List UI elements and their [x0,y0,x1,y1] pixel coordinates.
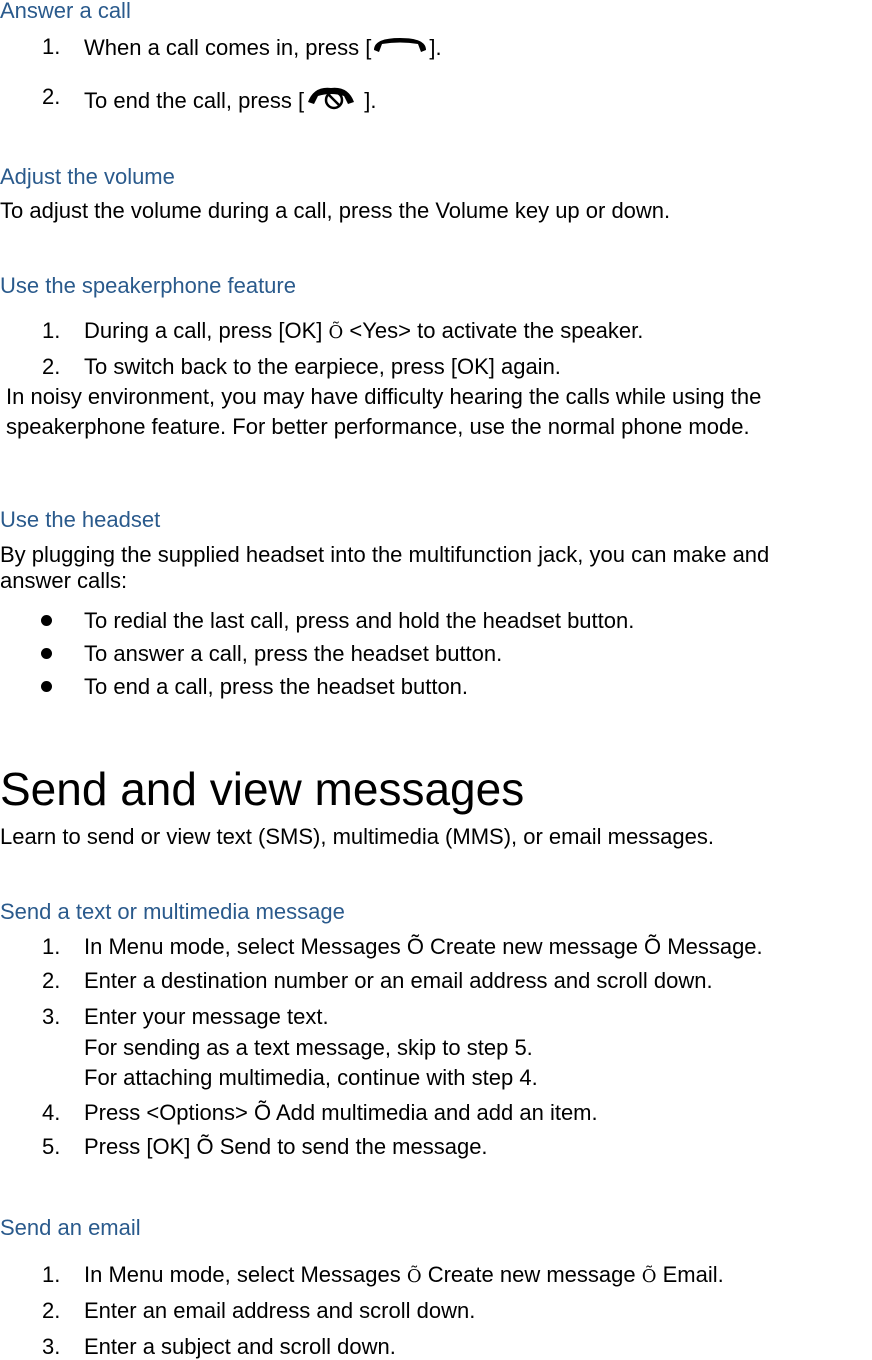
step-number: 3. [42,1334,61,1359]
bullet-icon [41,681,52,692]
step-number: 2. [42,84,61,109]
speaker-note-line-1: In noisy environment, you may have difficulty hearing the calls while using the [6,384,762,409]
volume-text: To adjust the volume during a call, press the Volume key up or down. [0,198,671,223]
bullet-icon [41,615,52,626]
step-number: 1. [42,1262,61,1287]
step-number: 1. [42,934,61,959]
end-key-icon [304,84,358,120]
arrow-icon: Õ [641,1266,657,1287]
send-text-step: Enter your message text. [84,1004,329,1029]
send-email-step-1 [84,1262,724,1288]
send-text-substep: For sending as a text message, skip to step 5. [84,1035,533,1060]
messages-intro: Learn to send or view text (SMS), multimedia (MMS), or email messages. [0,824,715,849]
send-text-step: Press <Options> Õ Add multimedia and add an item. [84,1100,598,1125]
send-email-step-3: Enter a subject and scroll down. [84,1334,396,1359]
section-heading-answer-call: Answer a call [0,0,131,23]
step-text: To end the call, press [ [84,87,305,113]
step-text: During a call, press [OK] [84,318,329,343]
step-text-end: ]. [358,87,377,113]
step-number: 4. [42,1100,61,1125]
step-number: 2. [42,1298,61,1323]
headset-bullet-item: To answer a call, press the headset button. [84,641,503,666]
step-text-end: ]. [429,34,442,60]
section-heading-headset: Use the headset [0,507,161,532]
speaker-step-2: To switch back to the earpiece, press [OK] again. [84,354,561,379]
send-text-substep: For attaching multimedia, continue with step 4. [84,1065,538,1090]
chapter-title: Send and view messages [0,763,525,815]
step-text: Email. [656,1262,724,1287]
headset-intro-line-2: answer calls: [0,568,128,593]
arrow-icon: Õ [406,1266,422,1287]
step-text: When a call comes in, press [ [84,34,372,60]
send-text-step: In Menu mode, select Messages Õ Create new message Õ Message. [84,934,763,959]
section-heading-speakerphone: Use the speakerphone feature [0,273,296,298]
speaker-step-1 [84,318,643,344]
headset-bullet-item: To redial the last call, press and hold the headset button. [84,608,635,633]
speaker-note-line-2: speakerphone feature. For better performance, use the normal phone mode. [6,414,750,439]
arrow-icon: Õ [328,322,344,343]
step-number: 2. [42,968,61,993]
step-number: 3. [42,1004,61,1029]
send-text-step: Press [OK] Õ Send to send the message. [84,1134,488,1159]
step-number: 2. [42,354,61,379]
send-email-step-2: Enter an email address and scroll down. [84,1298,476,1323]
answer-step-2 [84,84,376,120]
step-number: 1. [42,318,61,343]
call-key-icon [371,34,429,64]
headset-intro-line-1: By plugging the supplied headset into the multifunction jack, you can make and [0,542,770,567]
section-heading-volume: Adjust the volume [0,164,175,189]
answer-step-1 [84,34,442,64]
step-number: 1. [42,34,61,59]
step-number: 5. [42,1134,61,1159]
step-text: In Menu mode, select Messages [84,1262,407,1287]
step-text-end: <Yes> to activate the speaker. [343,318,644,343]
headset-bullet-item: To end a call, press the headset button. [84,674,469,699]
bullet-icon [41,648,52,659]
section-heading-send-email: Send an email [0,1215,141,1240]
step-text: Create new message [421,1262,642,1287]
section-heading-send-text: Send a text or multimedia message [0,899,345,924]
send-text-step: Enter a destination number or an email address and scroll down. [84,968,713,993]
